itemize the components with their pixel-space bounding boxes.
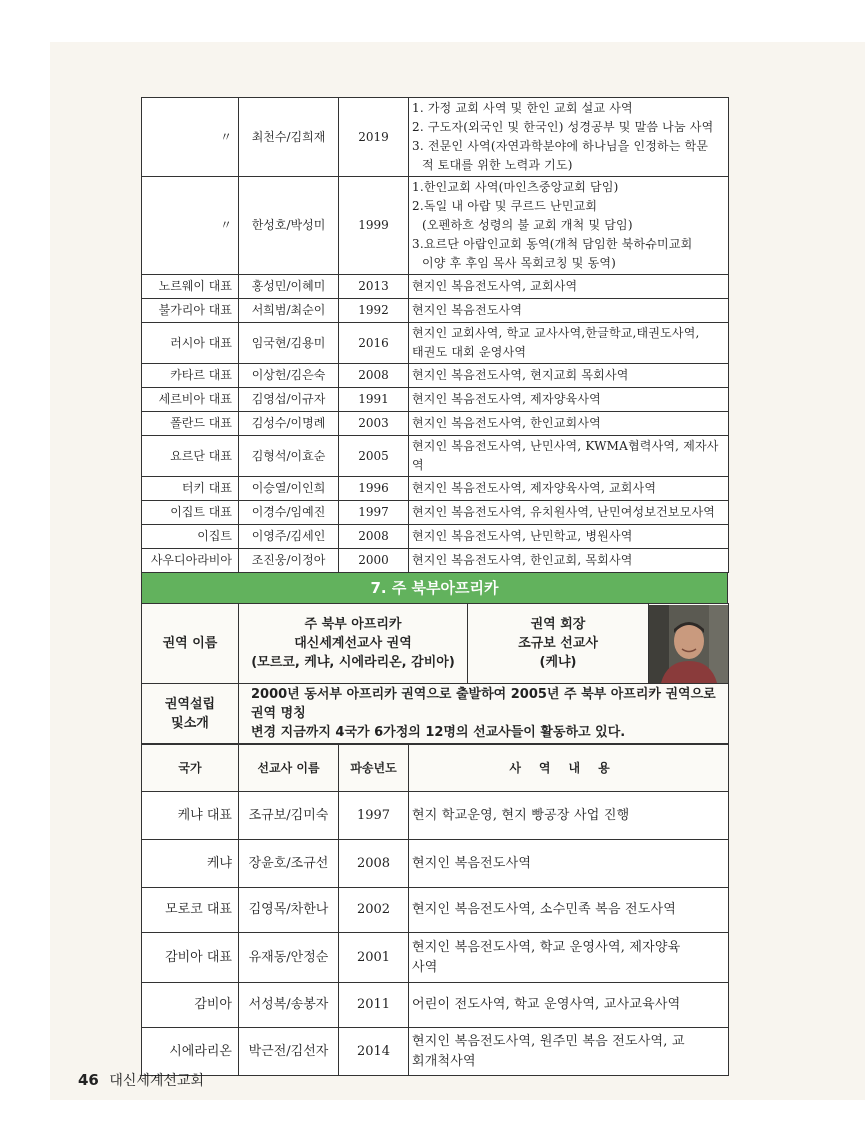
ministry-line: 사역 [412,959,438,975]
year-cell: 2008 [339,840,409,888]
region-leader: 권역 회장 조규보 선교사 (케냐) [468,604,649,684]
missionary-names-cell: 유재동/안정순 [239,933,339,983]
table-row [142,323,729,364]
ministry-line: 2. 구도자(외국인 및 한국인) 성경공부 및 말씀 나눔 사역 [412,120,714,134]
year-cell: 1996 [339,477,409,501]
ministry-cell [409,177,729,275]
ministry-line: 현지인 복음전도사역 [412,303,523,317]
missionary-names-cell: 임국현/김용미 [239,323,339,364]
table-row [142,501,729,525]
table-row [142,525,729,549]
ministry-cell [409,477,729,501]
ministry-line: 현지인 복음전도사역, 난민사역, KWMA협력사역, 제자사역 [412,439,719,472]
ministry-line: 현지인 복음전도사역, 원주민 복음 전도사역, 교 [412,1033,685,1049]
table-row [142,98,729,177]
table-row [142,364,729,388]
missionary-names-cell: 김성수/이명례 [239,412,339,436]
ministry-cell [409,525,729,549]
ministry-cell [409,888,729,933]
ministry-cell [409,364,729,388]
ministry-line: 현지인 복음전도사역, 제자양육사역 [412,392,601,406]
region-intro-text: 2000년 동서부 아프리카 권역으로 출발하여 2005년 주 북부 아프리카 권역으로 권역 명칭 변경 지금까지 4국가 6가정의 12명의 선교사들이 활동하고 있다. [239,684,729,744]
ministry-cell [409,840,729,888]
ministry-line: 현지 학교운영, 현지 빵공장 사업 진행 [412,807,630,823]
ministry-cell [409,275,729,299]
ministry-line: 현지인 교회사역, 학교 교사사역,한글학교,태권도사역, [412,326,700,340]
year-cell: 2014 [339,1028,409,1076]
ministry-line: 3. 전문인 사역(자연과학분야에 하나님을 인정하는 학문 [412,139,709,153]
ministry-line: 현지인 복음전도사역, 유치원사역, 난민여성보건보모사역 [412,505,716,519]
ministry-line: 현지인 복음전도사역, 교회사역 [412,279,578,293]
year-cell: 2005 [339,436,409,477]
missionary-names-cell: 조규보/김미숙 [239,792,339,840]
missionary-names-cell: 이영주/김세인 [239,525,339,549]
lower-missionary-table [141,744,729,1076]
ministry-cell [409,323,729,364]
country-cell: 터키 대표 [142,477,239,501]
ministry-cell [409,983,729,1028]
ministry-cell [409,388,729,412]
ministry-cell [409,933,729,983]
upper-missionary-table [141,97,729,573]
ministry-line: 현지인 복음전도사역, 난민학교, 병원사역 [412,529,633,543]
ministry-line: 이양 후 후임 목사 목회코칭 및 동역) [422,256,617,270]
ministry-line: 현지인 복음전도사역, 제자양육사역, 교회사역 [412,481,657,495]
ministry-line: 현지인 복음전도사역 [412,855,532,871]
country-cell: 〃 [142,98,239,177]
country-cell: 사우디아라비아 [142,549,239,573]
ministry-line: 현지인 복음전도사역, 현지교회 목회사역 [412,368,629,382]
country-cell: 이집트 대표 [142,501,239,525]
table-header-row [142,745,729,792]
missionary-names-cell: 김형석/이효순 [239,436,339,477]
missionary-names-cell: 최천수/김희재 [239,98,339,177]
year-cell: 2019 [339,98,409,177]
ministry-line: 어린이 전도사역, 학교 운영사역, 교사교육사역 [412,997,681,1012]
country-cell: 모로코 대표 [142,888,239,933]
country-cell: 감비아 [142,983,239,1028]
missionary-names-cell: 이승열/이인희 [239,477,339,501]
table-row [142,436,729,477]
table-row [142,888,729,933]
country-cell: 노르웨이 대표 [142,275,239,299]
missionary-names-cell: 박근전/김선자 [239,1028,339,1076]
header-year: 파송년도 [339,745,409,792]
missionary-names-cell: 김영섭/이규자 [239,388,339,412]
year-cell: 1997 [339,501,409,525]
missionary-names-cell: 김영목/차한나 [239,888,339,933]
country-cell: 세르비아 대표 [142,388,239,412]
region-label: 권역 이름 [142,604,239,684]
leader-photo [649,604,729,684]
year-cell: 1992 [339,299,409,323]
country-cell: 카타르 대표 [142,364,239,388]
leader-portrait-image [649,605,728,683]
header-country: 국가 [142,745,239,792]
table-row [142,933,729,983]
missionary-names-cell: 이경수/임예진 [239,501,339,525]
ministry-line: 1. 가정 교회 사역 및 한인 교회 설교 사역 [412,101,633,115]
table-row [142,388,729,412]
missionary-sheet [141,97,728,1076]
missionary-names-cell: 홍성민/이혜미 [239,275,339,299]
table-row [142,549,729,573]
country-cell: 시에라리온 [142,1028,239,1076]
table-row [142,1028,729,1076]
region-name: 주 북부 아프리카 대신세계선교사 권역 (모르코, 케냐, 시에라리온, 감비아) [239,604,468,684]
ministry-line: 현지인 복음전도사역, 한인교회, 목회사역 [412,553,633,567]
missionary-names-cell: 조진웅/이정아 [239,549,339,573]
year-cell: 2008 [339,364,409,388]
ministry-cell [409,412,729,436]
ministry-line: 3.요르단 아랍인교회 동역(개척 담임한 북하슈미교회 [412,237,693,251]
ministry-line: 회개척사역 [412,1053,476,1069]
country-cell: 이집트 [142,525,239,549]
country-cell: 불가리아 대표 [142,299,239,323]
country-cell: 러시아 대표 [142,323,239,364]
ministry-line: 1.한인교회 사역(마인츠중앙교회 담임) [412,180,619,194]
ministry-cell [409,436,729,477]
year-cell: 2016 [339,323,409,364]
publication-name: 대신세계선교회 [109,1073,204,1089]
header-work: 사역내용 [409,745,729,792]
year-cell: 1999 [339,177,409,275]
year-cell: 2000 [339,549,409,573]
year-cell: 1997 [339,792,409,840]
country-cell: 폴란드 대표 [142,412,239,436]
region-info-table [141,603,729,744]
ministry-cell [409,98,729,177]
ministry-line: 현지인 복음전도사역, 한인교회사역 [412,416,601,430]
year-cell: 2002 [339,888,409,933]
table-row [142,840,729,888]
year-cell: 2011 [339,983,409,1028]
year-cell: 1991 [339,388,409,412]
country-cell: 요르단 대표 [142,436,239,477]
ministry-line: 현지인 복음전도사역, 학교 운영사역, 제자양육 [412,939,681,955]
missionary-names-cell: 장윤호/조규선 [239,840,339,888]
year-cell: 2001 [339,933,409,983]
table-row [142,983,729,1028]
missionary-names-cell: 한성호/박성미 [239,177,339,275]
table-row [142,477,729,501]
intro-label: 권역설립 및소개 [142,684,239,744]
country-cell: 감비아 대표 [142,933,239,983]
missionary-names-cell: 이상헌/김은숙 [239,364,339,388]
ministry-cell [409,792,729,840]
ministry-line: 2.독일 내 아랍 및 쿠르드 난민교회 [412,199,598,213]
missionary-names-cell: 서성복/송봉자 [239,983,339,1028]
page-number: 46 [78,1071,99,1089]
ministry-line: 태권도 대회 운영사역 [412,345,527,359]
ministry-cell [409,501,729,525]
country-cell: 케냐 [142,840,239,888]
year-cell: 2013 [339,275,409,299]
country-cell: 케냐 대표 [142,792,239,840]
missionary-names-cell: 서희범/최순이 [239,299,339,323]
country-cell: 〃 [142,177,239,275]
ministry-line: (오펜하흐 성령의 불 교회 개척 및 담임) [422,218,633,232]
ministry-line: 현지인 복음전도사역, 소수민족 복음 전도사역 [412,902,677,917]
table-row [142,792,729,840]
table-row [142,177,729,275]
table-row [142,299,729,323]
table-row [142,412,729,436]
page-footer [78,1070,204,1090]
ministry-line: 적 토대를 위한 노력과 기도) [422,158,573,172]
header-names: 선교사 이름 [239,745,339,792]
ministry-cell [409,1028,729,1076]
year-cell: 2008 [339,525,409,549]
year-cell: 2003 [339,412,409,436]
ministry-cell [409,549,729,573]
section-title: 7. 주 북부아프리카 [141,573,728,603]
table-row [142,275,729,299]
ministry-cell [409,299,729,323]
